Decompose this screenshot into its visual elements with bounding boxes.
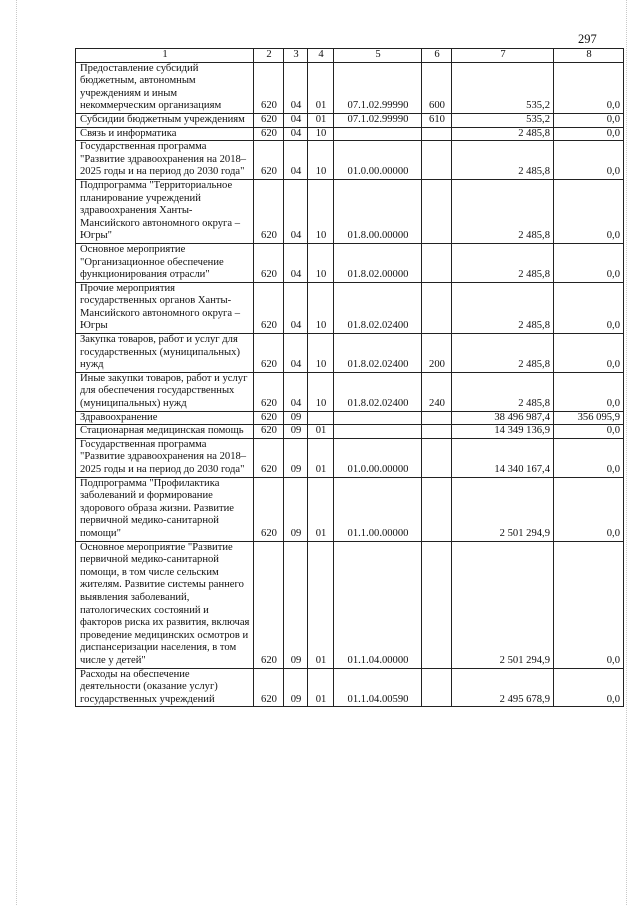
row-name-cell: Основное мероприятие "Организационное обеспечение функционирования отрасли" (76, 243, 254, 282)
row-name-cell: Подпрограмма "Профилактика заболеваний и формирование здорового образа жизни. Развитие первичной медико-санитарной помощи" (76, 477, 254, 541)
section-code-cell: 04 (284, 282, 308, 333)
expense-type-cell: 600 (422, 62, 452, 113)
amount-cell: 14 340 167,4 (452, 438, 554, 477)
target-article-cell: 01.1.04.00590 (334, 668, 422, 707)
department-code-cell: 620 (254, 141, 284, 180)
page-number: 297 (578, 32, 597, 46)
row-name-cell: Здравоохранение (76, 411, 254, 425)
row-name-cell: Государственная программа "Развитие здравоохранения на 2018–2025 годы и на период до 2030 года" (76, 438, 254, 477)
table-row (76, 127, 624, 141)
column-number: 8 (554, 49, 624, 63)
target-article-cell (334, 411, 422, 425)
subsection-code-cell: 10 (308, 372, 334, 411)
department-code-cell: 620 (254, 62, 284, 113)
table-row (76, 668, 624, 707)
amount-cell: 2 485,8 (452, 282, 554, 333)
amount-cell: 2 501 294,9 (452, 477, 554, 541)
amount-subvention-cell: 0,0 (554, 179, 624, 243)
table-row (76, 438, 624, 477)
target-article-cell: 07.1.02.99990 (334, 113, 422, 127)
target-article-cell (334, 425, 422, 439)
column-number-row (76, 49, 624, 63)
table-row (76, 334, 624, 373)
amount-subvention-cell: 0,0 (554, 668, 624, 707)
expense-type-cell (422, 243, 452, 282)
column-number: 5 (334, 49, 422, 63)
row-name-cell: Прочие мероприятия государственных органов Ханты-Мансийского автономного округа – Югры (76, 282, 254, 333)
department-code-cell: 620 (254, 541, 284, 668)
column-number: 1 (76, 49, 254, 63)
section-code-cell: 09 (284, 425, 308, 439)
row-name-cell: Субсидии бюджетным учреждениям (76, 113, 254, 127)
amount-cell: 14 349 136,9 (452, 425, 554, 439)
amount-cell: 2 485,8 (452, 141, 554, 180)
row-name-cell: Предоставление субсидий бюджетным, автономным учреждениям и иным некоммерческим организациям (76, 62, 254, 113)
amount-subvention-cell: 0,0 (554, 477, 624, 541)
row-name-cell: Подпрограмма "Территориальное планирование учреждений здравоохранения Ханты-Мансийского автономного округа – Югры" (76, 179, 254, 243)
subsection-code-cell: 10 (308, 141, 334, 180)
column-number: 2 (254, 49, 284, 63)
department-code-cell: 620 (254, 127, 284, 141)
section-code-cell: 04 (284, 334, 308, 373)
department-code-cell: 620 (254, 425, 284, 439)
target-article-cell (334, 127, 422, 141)
budget-table (75, 48, 624, 707)
expense-type-cell (422, 668, 452, 707)
target-article-cell: 01.0.00.00000 (334, 438, 422, 477)
row-name-cell: Расходы на обеспечение деятельности (оказание услуг) государственных учреждений (76, 668, 254, 707)
expense-type-cell (422, 411, 452, 425)
column-number: 3 (284, 49, 308, 63)
section-code-cell: 09 (284, 477, 308, 541)
expense-type-cell (422, 127, 452, 141)
subsection-code-cell: 01 (308, 62, 334, 113)
column-number: 7 (452, 49, 554, 63)
subsection-code-cell: 10 (308, 282, 334, 333)
amount-cell: 2 485,8 (452, 243, 554, 282)
target-article-cell: 07.1.02.99990 (334, 62, 422, 113)
subsection-code-cell: 01 (308, 425, 334, 439)
amount-subvention-cell: 0,0 (554, 541, 624, 668)
expense-type-cell (422, 477, 452, 541)
subsection-code-cell: 10 (308, 243, 334, 282)
amount-subvention-cell: 356 095,9 (554, 411, 624, 425)
amount-subvention-cell: 0,0 (554, 282, 624, 333)
amount-subvention-cell: 0,0 (554, 243, 624, 282)
target-article-cell: 01.8.02.02400 (334, 282, 422, 333)
amount-cell: 2 495 678,9 (452, 668, 554, 707)
amount-subvention-cell: 0,0 (554, 334, 624, 373)
section-code-cell: 09 (284, 438, 308, 477)
expense-type-cell (422, 179, 452, 243)
row-name-cell: Закупка товаров, работ и услуг для государственных (муниципальных) нужд (76, 334, 254, 373)
section-code-cell: 09 (284, 668, 308, 707)
subsection-code-cell: 10 (308, 334, 334, 373)
section-code-cell: 04 (284, 62, 308, 113)
table-row (76, 282, 624, 333)
table-row (76, 411, 624, 425)
department-code-cell: 620 (254, 438, 284, 477)
expense-type-cell (422, 425, 452, 439)
table-row (76, 141, 624, 180)
section-code-cell: 09 (284, 541, 308, 668)
table-row (76, 372, 624, 411)
expense-type-cell: 240 (422, 372, 452, 411)
target-article-cell: 01.8.02.02400 (334, 372, 422, 411)
table-row (76, 541, 624, 668)
row-name-cell: Иные закупки товаров, работ и услуг для обеспечения государственных (муниципальных) нужд (76, 372, 254, 411)
amount-cell: 2 485,8 (452, 372, 554, 411)
section-code-cell: 04 (284, 179, 308, 243)
section-code-cell: 04 (284, 372, 308, 411)
subsection-code-cell (308, 411, 334, 425)
section-code-cell: 04 (284, 113, 308, 127)
amount-subvention-cell: 0,0 (554, 62, 624, 113)
amount-subvention-cell: 0,0 (554, 425, 624, 439)
target-article-cell: 01.8.02.00000 (334, 243, 422, 282)
table-row (76, 425, 624, 439)
department-code-cell: 620 (254, 477, 284, 541)
department-code-cell: 620 (254, 668, 284, 707)
department-code-cell: 620 (254, 334, 284, 373)
amount-cell: 2 485,8 (452, 334, 554, 373)
amount-cell: 2 501 294,9 (452, 541, 554, 668)
target-article-cell: 01.0.00.00000 (334, 141, 422, 180)
subsection-code-cell: 10 (308, 179, 334, 243)
expense-type-cell (422, 141, 452, 180)
target-article-cell: 01.8.00.00000 (334, 179, 422, 243)
department-code-cell: 620 (254, 282, 284, 333)
department-code-cell: 620 (254, 113, 284, 127)
table-row (76, 477, 624, 541)
row-name-cell: Связь и информатика (76, 127, 254, 141)
expense-type-cell: 610 (422, 113, 452, 127)
amount-cell: 38 496 987,4 (452, 411, 554, 425)
target-article-cell: 01.1.04.00000 (334, 541, 422, 668)
subsection-code-cell: 01 (308, 541, 334, 668)
amount-subvention-cell: 0,0 (554, 141, 624, 180)
table-row (76, 179, 624, 243)
table-row (76, 113, 624, 127)
amount-cell: 535,2 (452, 113, 554, 127)
department-code-cell: 620 (254, 411, 284, 425)
amount-subvention-cell: 0,0 (554, 127, 624, 141)
expense-type-cell: 200 (422, 334, 452, 373)
table-row (76, 62, 624, 113)
section-code-cell: 04 (284, 141, 308, 180)
margin-dotted-line-right (626, 0, 627, 905)
target-article-cell: 01.1.00.00000 (334, 477, 422, 541)
amount-cell: 2 485,8 (452, 127, 554, 141)
amount-subvention-cell: 0,0 (554, 438, 624, 477)
amount-subvention-cell: 0,0 (554, 113, 624, 127)
subsection-code-cell: 01 (308, 477, 334, 541)
subsection-code-cell: 01 (308, 438, 334, 477)
row-name-cell: Основное мероприятие "Развитие первичной медико-санитарной помощи, в том числе сельским жителям. Развитие системы раннего выявления заболеваний, патологических состояний и факторов риска их развития, включая проведение медицинских осмотров и диспансеризации населения, в том числе у детей" (76, 541, 254, 668)
margin-dotted-line-left (16, 0, 17, 905)
section-code-cell: 04 (284, 243, 308, 282)
subsection-code-cell: 01 (308, 113, 334, 127)
expense-type-cell (422, 282, 452, 333)
department-code-cell: 620 (254, 179, 284, 243)
expense-type-cell (422, 541, 452, 668)
column-number: 4 (308, 49, 334, 63)
department-code-cell: 620 (254, 243, 284, 282)
subsection-code-cell: 10 (308, 127, 334, 141)
row-name-cell: Стационарная медицинская помощь (76, 425, 254, 439)
amount-cell: 535,2 (452, 62, 554, 113)
amount-subvention-cell: 0,0 (554, 372, 624, 411)
amount-cell: 2 485,8 (452, 179, 554, 243)
department-code-cell: 620 (254, 372, 284, 411)
row-name-cell: Государственная программа "Развитие здравоохранения на 2018–2025 годы и на период до 2030 года" (76, 141, 254, 180)
expense-type-cell (422, 438, 452, 477)
subsection-code-cell: 01 (308, 668, 334, 707)
column-number: 6 (422, 49, 452, 63)
section-code-cell: 04 (284, 127, 308, 141)
table-row (76, 243, 624, 282)
target-article-cell: 01.8.02.02400 (334, 334, 422, 373)
section-code-cell: 09 (284, 411, 308, 425)
